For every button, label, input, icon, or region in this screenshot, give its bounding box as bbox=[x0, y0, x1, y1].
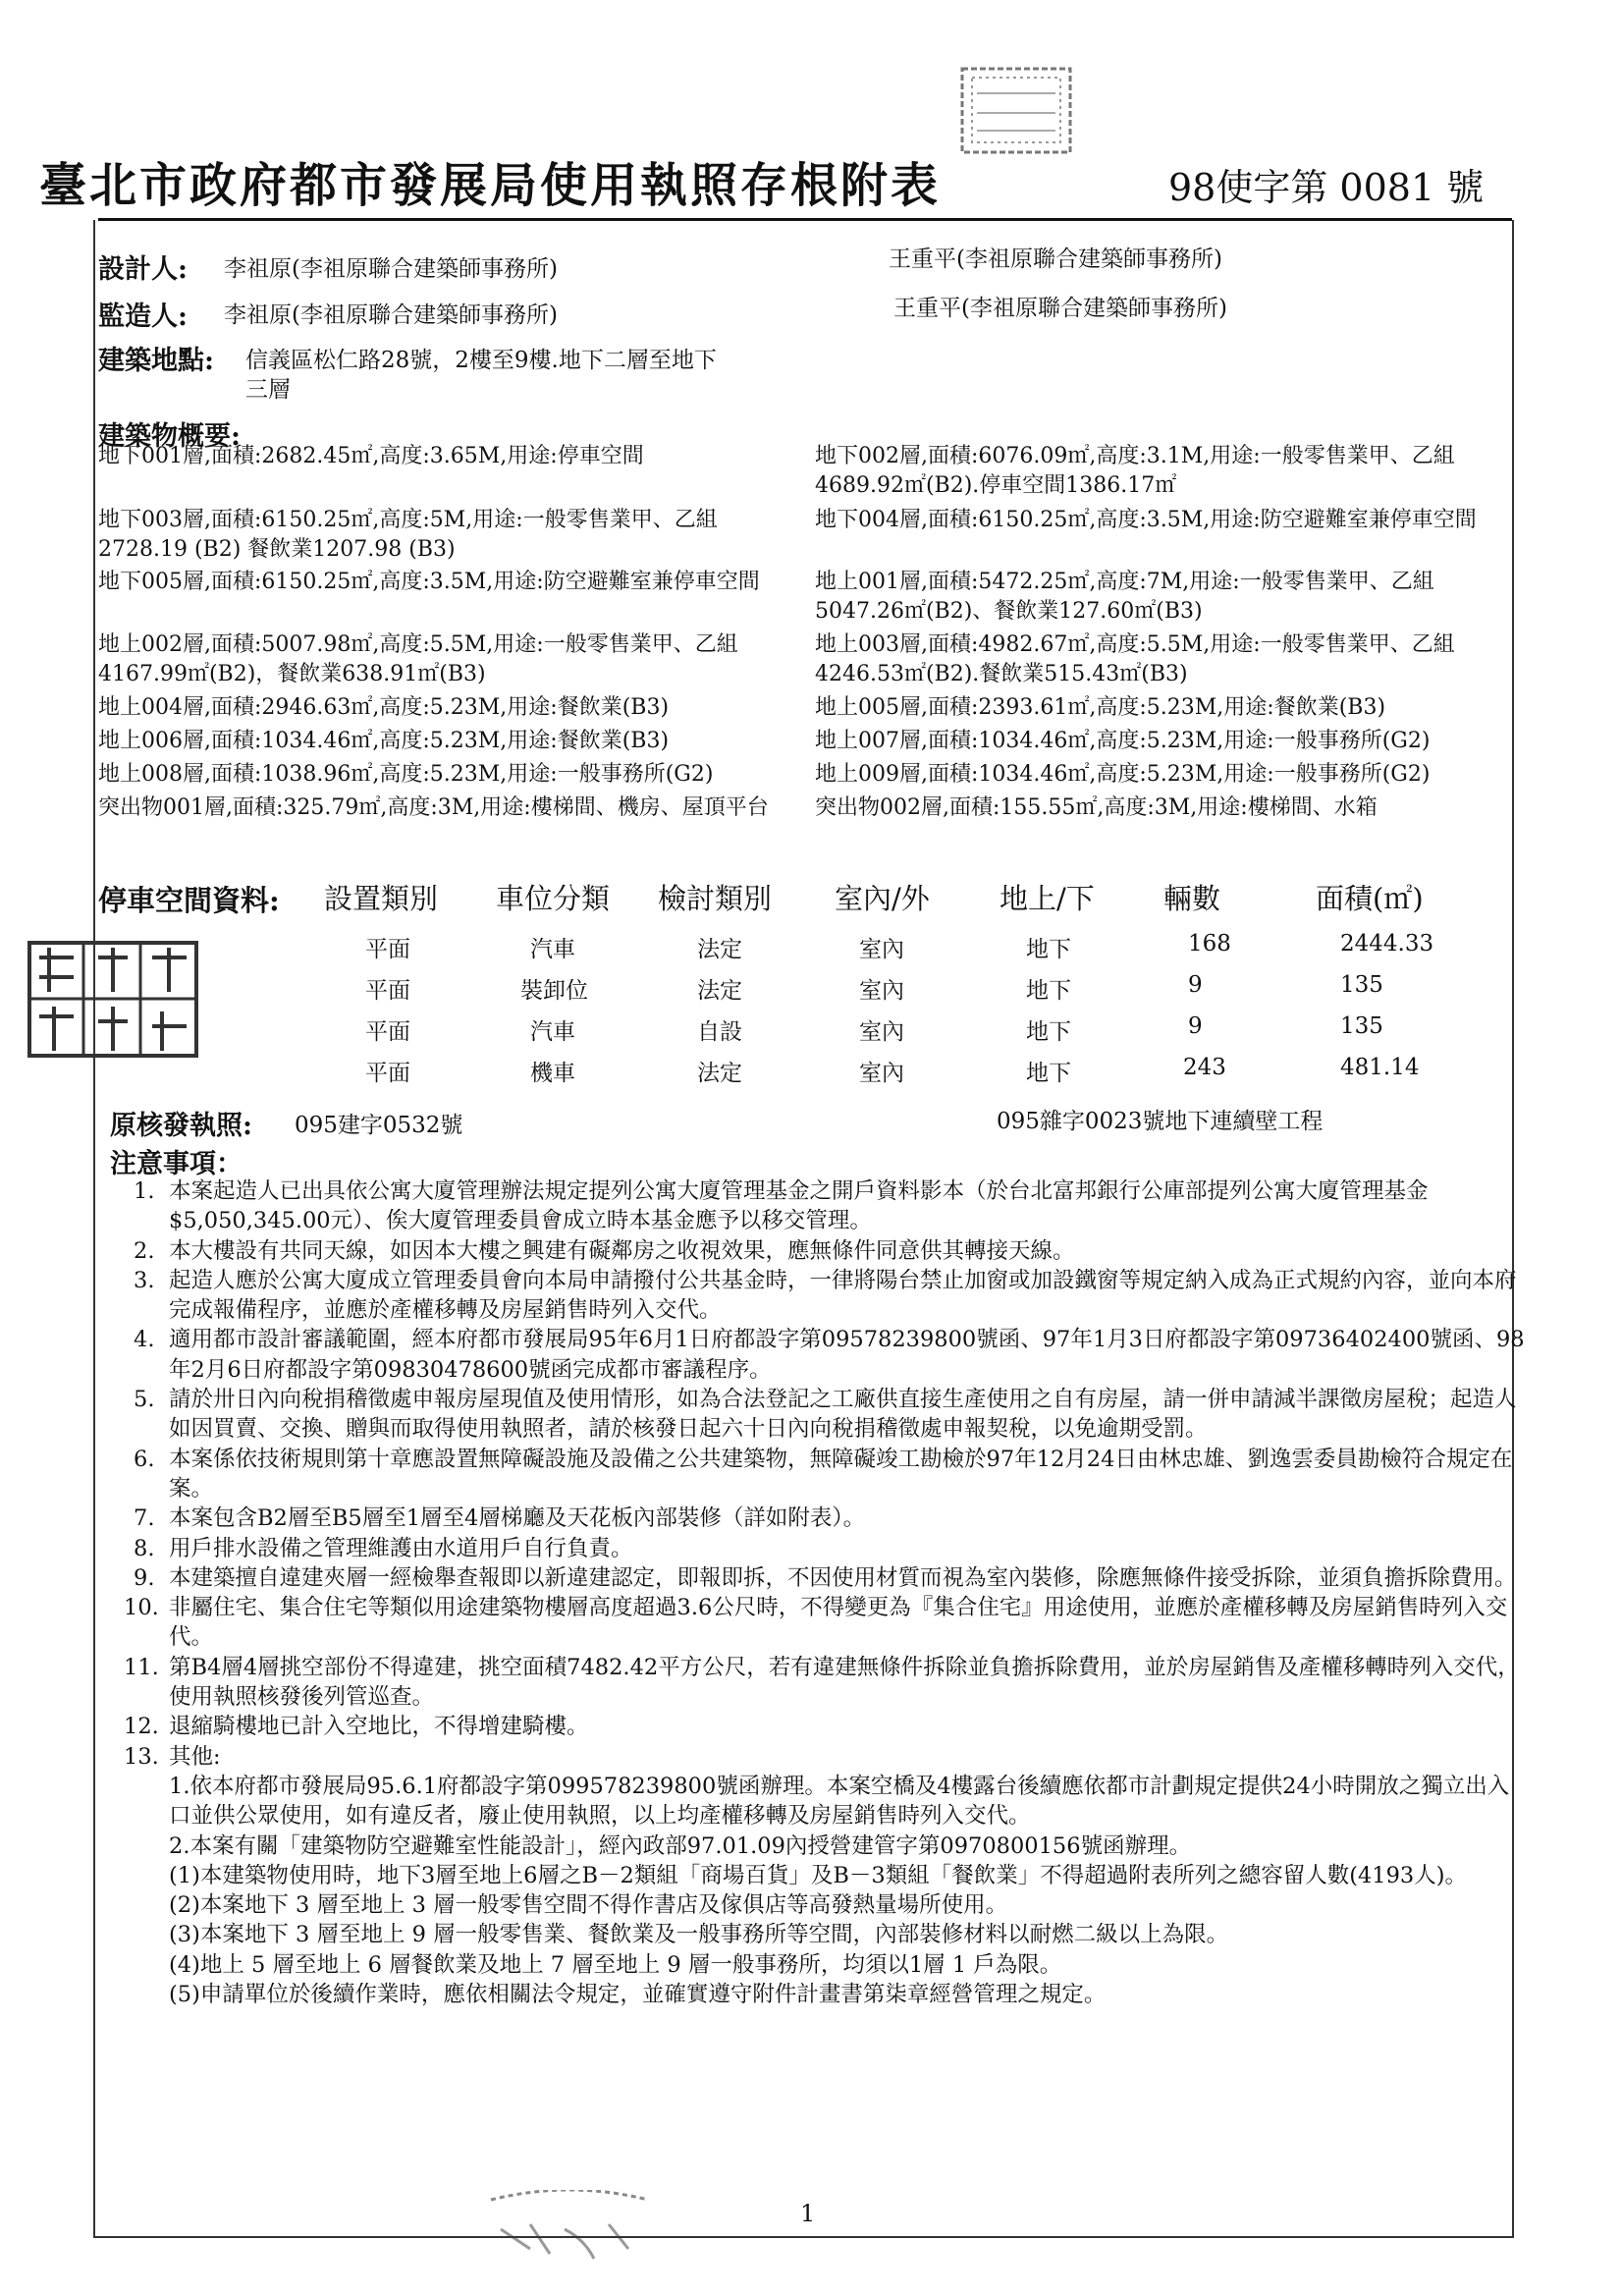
note-number: 8. bbox=[134, 1535, 155, 1561]
parking-cell: 平面 bbox=[365, 978, 410, 1004]
site-address-line1: 信義區松仁路28號，2樓至9樓.地下二層至地下 bbox=[245, 348, 717, 373]
parking-cell: 機車 bbox=[530, 1061, 575, 1086]
parking-cell: 135 bbox=[1340, 1013, 1383, 1039]
overview-item: 地上001層,面積:5472.25㎡,高度:7M,用途:一般零售業甲、乙組5047.26㎡(B2)、餐飲業127.60㎡(B3) bbox=[815, 570, 1434, 624]
original-permit-value-1: 095建字0532號 bbox=[295, 1113, 463, 1138]
parking-cell: 243 bbox=[1183, 1055, 1226, 1080]
parking-cell: 平面 bbox=[365, 937, 410, 962]
page-number: 1 bbox=[800, 2200, 816, 2227]
parking-header: 地上/下 bbox=[1000, 882, 1095, 915]
subnote-item: (1)本建築物使用時，地下3層至地上6層之B－2類組「商場百貨」及B－3類組「餐飲業」不得超過附表所列之總容留人數(4193人)。 bbox=[169, 1862, 1468, 1888]
note-number: 13. bbox=[124, 1743, 159, 1770]
overview-item: 地下004層,面積:6150.25㎡,高度:3.5M,用途:防空避難室兼停車空間 bbox=[815, 508, 1477, 532]
parking-cell: 9 bbox=[1188, 1013, 1203, 1039]
note-item bbox=[108, 1742, 1527, 1772]
overview-label: 建築物概要: bbox=[98, 421, 241, 452]
overview-item: 突出物001層,面積:325.79㎡,高度:3M,用途:樓梯間、機房、屋頂平台 bbox=[98, 795, 769, 820]
note-item bbox=[108, 1176, 1527, 1236]
note-item bbox=[108, 1266, 1527, 1326]
parking-cell: 裝卸位 bbox=[520, 978, 588, 1004]
document-title: 臺北市政府都市發展局使用執照存根附表 bbox=[39, 158, 942, 213]
supervisor-name-1: 李祖原(李祖原聯合建築師事務所) bbox=[224, 302, 558, 328]
supervisor-label: 監造人: bbox=[98, 301, 188, 332]
subnote-item: 1.依本府都市發展局95.6.1府都設字第099578239800號函辦理。本案空橋及4樓露台後續應依都市計劃規定提供24小時開放之獨立出入口並供公眾使用，如有違反者，廢止使用執照，以上均產權移轉及房屋銷售時列入交代。 bbox=[169, 1773, 1510, 1830]
overview-item: 地下001層,面積:2682.45㎡,高度:3.65M,用途:停車空間 bbox=[98, 444, 644, 468]
original-permit-value-2: 095雜字0023號地下連續壁工程 bbox=[997, 1109, 1324, 1134]
parking-cell: 室內 bbox=[859, 978, 904, 1004]
note-text: 本案包含B2層至B5層至1層至4層梯廳及天花板內部裝修（詳如附表）。 bbox=[169, 1505, 866, 1532]
site-label: 建築地點: bbox=[98, 346, 214, 376]
note-text: 本案係依技術規則第十章應設置無障礙設施及設備之公共建築物，無障礙竣工勘檢於97年12月24日由林忠雄、劉逸雲委員勘檢符合規定在案。 bbox=[169, 1446, 1513, 1502]
overview-item: 地上009層,面積:1034.46㎡,高度:5.23M,用途:一般事務所(G2) bbox=[815, 762, 1431, 787]
note-item bbox=[108, 1445, 1527, 1504]
document-number: 98使字第 0081 號 bbox=[1168, 166, 1485, 209]
note-number: 7. bbox=[134, 1505, 155, 1532]
parking-cell: 自設 bbox=[697, 1019, 742, 1045]
note-number: 4. bbox=[134, 1327, 155, 1353]
parking-header: 檢討類別 bbox=[658, 882, 773, 915]
overview-item: 地上007層,面積:1034.46㎡,高度:5.23M,用途:一般事務所(G2) bbox=[815, 729, 1431, 753]
note-item bbox=[108, 1712, 1527, 1741]
parking-cell: 室內 bbox=[859, 937, 904, 962]
note-item bbox=[108, 1503, 1527, 1533]
parking-cell: 地下 bbox=[1026, 1019, 1071, 1045]
note-number: 11. bbox=[124, 1654, 159, 1680]
subnote-item: (5)申請單位於後續作業時，應依相關法令規定，並確實遵守附件計畫書第柒章經營管理之規定。 bbox=[169, 1982, 1107, 2008]
parking-cell: 地下 bbox=[1026, 978, 1071, 1004]
note-number: 2. bbox=[134, 1237, 155, 1264]
parking-label: 停車空間資料: bbox=[98, 884, 280, 917]
parking-cell: 汽車 bbox=[530, 937, 575, 962]
parking-cell: 法定 bbox=[697, 978, 742, 1004]
designer-name-2: 王重平(李祖原聯合建築師事務所) bbox=[889, 246, 1222, 272]
parking-cell: 平面 bbox=[365, 1061, 410, 1086]
parking-cell: 平面 bbox=[365, 1019, 410, 1045]
overview-item: 地上004層,面積:2946.63㎡,高度:5.23M,用途:餐飲業(B3) bbox=[98, 695, 670, 720]
notes-label: 注意事項： bbox=[110, 1149, 243, 1179]
note-number: 6. bbox=[134, 1446, 155, 1472]
parking-header: 室內/外 bbox=[835, 882, 930, 915]
parking-cell: 法定 bbox=[697, 1061, 742, 1086]
designer-label: 設計人: bbox=[98, 254, 188, 285]
overview-item: 地上005層,面積:2393.61㎡,高度:5.23M,用途:餐飲業(B3) bbox=[815, 695, 1386, 720]
parking-header: 輛數 bbox=[1163, 882, 1221, 915]
subnote-item: (3)本案地下 3 層至地上 9 層一般零售業、餐飲業及一般事務所等空間，內部裝修材料以耐燃二級以上為限。 bbox=[169, 1922, 1229, 1948]
parking-cell: 汽車 bbox=[530, 1019, 575, 1045]
note-text: 適用都市設計審議範圍，經本府都市發展局95年6月1日府都設字第09578239800號函、97年1月3日府都設字第09736402400號函、98年2月6日府都設字第09830478600號函完成都市審議程序。 bbox=[169, 1327, 1525, 1383]
note-item bbox=[108, 1385, 1527, 1445]
parking-cell: 室內 bbox=[859, 1061, 904, 1086]
parking-cell: 地下 bbox=[1026, 1061, 1071, 1086]
note-text: 起造人應於公寓大廈成立管理委員會向本局申請撥付公共基金時，一律將陽台禁止加窗或加設鐵窗等規定納入成為正式規約內容，並向本府完成報備程序，並應於產權移轉及房屋銷售時列入交代。 bbox=[169, 1267, 1517, 1324]
parking-cell: 2444.33 bbox=[1340, 931, 1434, 957]
overview-item: 地上008層,面積:1038.96㎡,高度:5.23M,用途:一般事務所(G2) bbox=[98, 762, 714, 787]
note-text: 請於卅日內向稅捐稽徵處申報房屋現值及使用情形，如為合法登記之工廠供直接生產使用之自有房屋，請一併申請減半課徵房屋稅；起造人如因買賣、交換、贈與而取得使用執照者，請於核發日起六十日內向稅捐稽徵處申報契稅，以免逾期受罰。 bbox=[169, 1387, 1517, 1443]
parking-header: 設置類別 bbox=[324, 882, 439, 915]
site-address-line2: 三層 bbox=[245, 377, 291, 403]
note-text: 退縮騎樓地已計入空地比，不得增建騎樓。 bbox=[169, 1714, 589, 1740]
subnote-item: (4)地上 5 層至地上 6 層餐飲業及地上 7 層至地上 9 層一般事務所，均須以1層 1 戶為限。 bbox=[169, 1951, 1062, 1978]
note-item bbox=[108, 1593, 1527, 1653]
note-item bbox=[108, 1563, 1527, 1593]
note-item bbox=[108, 1653, 1527, 1713]
overview-item: 地下005層,面積:6150.25㎡,高度:3.5M,用途:防空避難室兼停車空間 bbox=[98, 570, 760, 594]
seal-stamp-top bbox=[933, 64, 1109, 162]
note-number: 5. bbox=[134, 1387, 155, 1413]
note-item bbox=[108, 1325, 1527, 1385]
overview-item: 地下002層,面積:6076.09㎡,高度:3.1M,用途:一般零售業甲、乙組4689.92㎡(B2).停車空間1386.17㎡ bbox=[815, 444, 1455, 498]
note-item bbox=[108, 1236, 1527, 1266]
overview-item: 突出物002層,面積:155.55㎡,高度:3M,用途:樓梯間、水箱 bbox=[815, 795, 1378, 820]
note-text: 本大樓設有共同天線，如因本大樓之興建有礙鄰房之收視效果，應無條件同意供其轉接天線。 bbox=[169, 1237, 1075, 1264]
note-number: 9. bbox=[134, 1564, 155, 1591]
parking-cell: 9 bbox=[1188, 972, 1203, 998]
note-text: 本建築擅自違建夾層一經檢舉查報即以新違建認定，即報即拆，不因使用材質而視為室內裝修，除應無條件接受拆除，並須負擔拆除費用。 bbox=[169, 1564, 1517, 1591]
parking-header: 車位分類 bbox=[496, 882, 611, 915]
note-13-subitems bbox=[108, 1772, 1527, 2009]
parking-header: 面積(㎡) bbox=[1316, 882, 1424, 915]
parking-cell: 135 bbox=[1340, 972, 1383, 998]
parking-cell: 法定 bbox=[697, 937, 742, 962]
note-text: 第B4層4層挑空部份不得違建，挑空面積7482.42平方公尺，若有違建無條件拆除並負擔拆除費用，並於房屋銷售及產權移轉時列入交代，使用執照核發後列管巡查。 bbox=[169, 1654, 1520, 1711]
note-text: 用戶排水設備之管理維護由水道用戶自行負責。 bbox=[169, 1535, 633, 1561]
note-text: 非屬住宅、集合住宅等類似用途建築物樓層高度超過3.6公尺時，不得變更為『集合住宅』用途使用，並應於產權移轉及房屋銷售時列入交代。 bbox=[169, 1595, 1508, 1651]
parking-cell: 168 bbox=[1188, 931, 1231, 957]
parking-cell: 地下 bbox=[1026, 937, 1071, 962]
notes-list bbox=[108, 1176, 1527, 2009]
note-number: 12. bbox=[124, 1714, 159, 1740]
subnote-item: 2.本案有關「建築物防空避難室性能設計」，經內政部97.01.09內授營建管字第0970800156號函辦理。 bbox=[169, 1832, 1192, 1859]
designer-name-1: 李祖原(李祖原聯合建築師事務所) bbox=[224, 256, 558, 282]
note-number: 10. bbox=[124, 1595, 159, 1621]
parking-cell: 室內 bbox=[859, 1019, 904, 1045]
note-text: 本案起造人已出具依公寓大廈管理辦法規定提列公寓大廈管理基金之開戶資料影本（於台北富邦銀行公庫部提列公寓大廈管理基金$5,050,345.00元）、俟大廈管理委員會成立時本基金應予以移交管理。 bbox=[169, 1178, 1429, 1234]
supervisor-name-2: 王重平(李祖原聯合建築師事務所) bbox=[893, 296, 1227, 321]
parking-cell: 481.14 bbox=[1340, 1055, 1420, 1080]
overview-item: 地上002層,面積:5007.98㎡,高度:5.5M,用途:一般零售業甲、乙組4167.99㎡(B2)，餐飲業638.91㎡(B3) bbox=[98, 632, 738, 686]
note-number: 1. bbox=[134, 1178, 155, 1204]
overview-item: 地上006層,面積:1034.46㎡,高度:5.23M,用途:餐飲業(B3) bbox=[98, 729, 670, 753]
note-number: 3. bbox=[134, 1267, 155, 1293]
overview-item: 地下003層,面積:6150.25㎡,高度:5M,用途:一般零售業甲、乙組2728.19 (B2) 餐飲業1207.98 (B3) bbox=[98, 508, 718, 562]
original-permit-label: 原核發執照: bbox=[110, 1111, 252, 1141]
subnote-item: (2)本案地下 3 層至地上 3 層一般零售空間不得作書店及傢俱店等高發熱量場所使用。 bbox=[169, 1892, 1008, 1919]
note-item bbox=[108, 1534, 1527, 1563]
note-text: 其他: bbox=[169, 1743, 221, 1770]
overview-item: 地上003層,面積:4982.67㎡,高度:5.5M,用途:一般零售業甲、乙組4246.53㎡(B2).餐飲業515.43㎡(B3) bbox=[815, 632, 1455, 686]
